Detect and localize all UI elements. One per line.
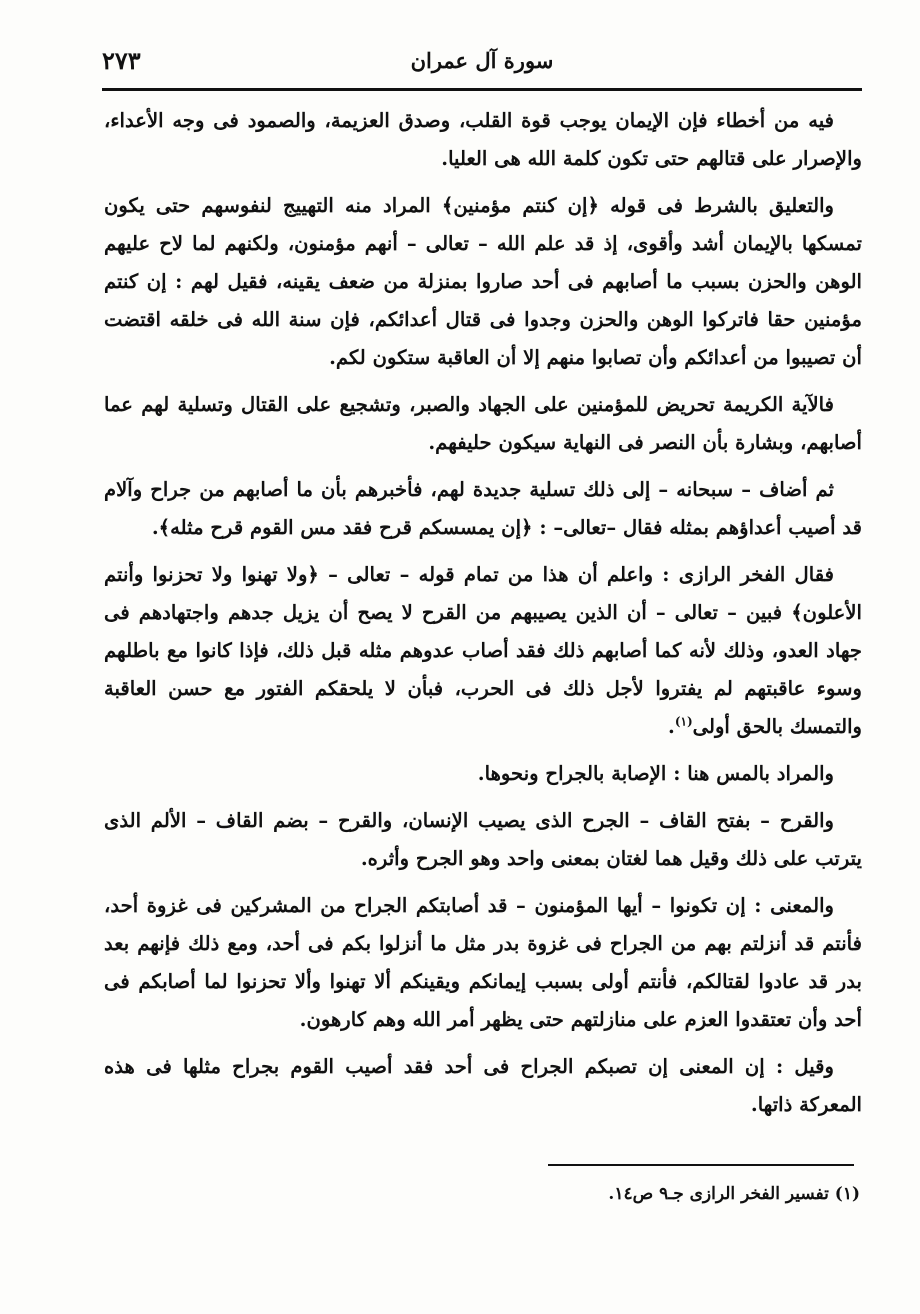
paragraph: فالآية الكريمة تحريض للمؤمنين على الجهاد والصبر، وتشجيع على القتال وتسلية لهم عما أصابهم، وبشارة بأن النصر فى النهاية سيكون حليفهم. [104,393,862,454]
paragraph: وقيل : إن المعنى إن تصبكم الجراح فى أحد فقد أصيب القوم بجراح مثلها فى هذه المعركة ذاتها. [104,1055,862,1116]
paragraph: ثم أضاف – سبحانه – إلى ذلك تسلية جديدة لهم، فأخبرهم بأن ما أصابهم من جراح وآلام قد أصيب أعداؤهم بمثله فقال –تعالى– : ﴿إن يمسسكم قرح فقد مس القوم قرح مثله﴾. [104,478,862,539]
page-header [102,38,862,91]
paragraph: والتعليق بالشرط فى قوله ﴿إن كنتم مؤمنين﴾ المراد منه التهييج لنفوسهم حتى يكون تمسكها بالإيمان أشد وأقوى، إذ قد علم الله – تعالى – أنهم مؤمنون، ولكنهم لما لاح عليهم الوهن والحزن بسبب ما أصابهم فى أحد صاروا بمنزلة من ضعف يقينه، فقيل لهم : إن كنتم مؤمنين حقا فاتركوا الوهن والحزن وجدوا فى قتال أعدائكم، فإن سنة الله فى خلقه اقتضت أن تصيبوا من أعدائكم وأن تصابوا منهم إلا أن العاقبة ستكون لكم. [104,194,862,369]
footnote-marker[interactable]: (١) [674,714,693,729]
body-text [104,102,862,1133]
footnote-divider [548,1164,854,1166]
surah-title: سورة آل عمران [410,48,554,73]
paragraph: والمعنى : إن تكونوا – أيها المؤمنون – قد أصابتكم الجراح من المشركين فى غزوة أحد، فأنتم قد أنزلتم بهم من الجراح فى غزوة بدر مثل ما أنزلوا بكم فى أحد، ومع ذلك فإنهم بعد بدر قد عادوا لقتالكم، فأنتم أولى بسبب إيمانكم ويقينكم ألا تهنوا وألا تحزنوا لما أصابكم فى أحد وأن تعتقدوا العزم على منازلتهم حتى يظهر أمر الله وهم كارهون. [104,894,862,1031]
paragraph: والقرح – بفتح القاف – الجرح الذى يصيب الإنسان، والقرح – بضم القاف – الألم الذى يترتب على ذلك وقيل هما لغتان بمعنى واحد وهو الجرح وأثره. [104,809,862,870]
paragraph: فيه من أخطاء فإن الإيمان يوجب قوة القلب، وصدق العزيمة، والصمود فى وجه الأعداء، والإصرار على قتالهم حتى تكون كلمة الله هى العليا. [104,109,862,170]
paragraph-text: فقال الفخر الرازى : واعلم أن هذا من تمام قوله – تعالى – ﴿ولا تهنوا ولا تحزنوا وأنتم الأعلون﴾ فبين – تعالى – أن الذين يصيبهم من القرح لا يصح أن يزيل جدهم واجتهادهم فى جهاد العدو، وذلك لأنه كما أصابهم ذلك فقد أصاب عدوهم مثله قبل ذلك، فإذا كانوا مع باطلهم وسوء عاقبتهم لم يفتروا لأجل ذلك فى الحرب، فبأن لا يلحقكم الفتور مع حسن العاقبة والتمسك بالحق أولى [104,563,862,738]
paragraph: والمراد بالمس هنا : الإصابة بالجراح ونحوها. [477,762,834,785]
paragraph-with-note: فقال الفخر الرازى : واعلم أن هذا من تمام قوله – تعالى – ﴿ولا تهنوا ولا تحزنوا وأنتم الأعلون﴾ فبين – تعالى – أن الذين يصيبهم من القرح لا يصح أن يزيل جدهم واجتهادهم فى جهاد العدو، وذلك لأنه كما أصابهم ذلك فقد أصاب عدوهم مثله قبل ذلك، فإذا كانوا مع باطلهم وسوء عاقبتهم لم يفتروا لأجل ذلك فى الحرب، فبأن لا يلحقكم الفتور مع حسن العاقبة والتمسك بالحق أولى$^{(١)}$. [104,563,862,738]
page-number: ٢٧٣ [102,46,141,75]
footnote: (١) تفسير الفخر الرازى جـ٩ ص١٤. [608,1184,860,1204]
